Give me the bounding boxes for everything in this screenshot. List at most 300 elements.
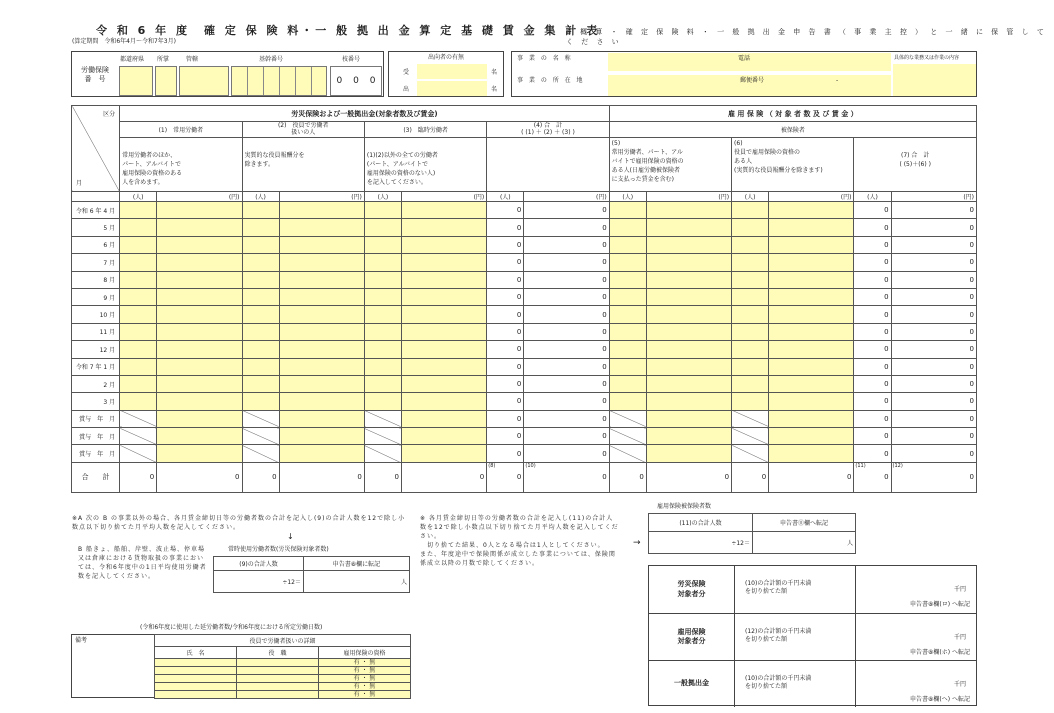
wage-input-cell[interactable]	[279, 236, 364, 253]
count-input-cell[interactable]	[242, 358, 279, 375]
unit-person: (人)	[120, 192, 157, 202]
wage-input-cell[interactable]	[157, 375, 242, 392]
total-cell: 0	[242, 462, 279, 492]
wage-input-cell[interactable]	[157, 254, 242, 271]
wage-input-cell[interactable]	[769, 306, 854, 323]
total-cell: 0	[609, 462, 646, 492]
sum-cell: 0	[854, 428, 891, 445]
rosai-header: 労災保険および一般拠出金(対象者数及び賃金)	[120, 106, 610, 122]
business-name-label: 事 業 の 名 称	[517, 55, 573, 62]
sum-cell: 0	[487, 428, 524, 445]
wage-input-cell[interactable]	[769, 375, 854, 392]
col2-header: (2) 役員で労働者 扱いの人	[242, 122, 364, 138]
sum-cell: 0	[854, 202, 891, 219]
count-input-cell[interactable]	[364, 219, 401, 236]
count-input-cell[interactable]	[242, 236, 279, 253]
work-content-label: 具体的な業務又は作業の内容	[894, 55, 960, 61]
wage-input-cell[interactable]	[157, 271, 242, 288]
count-input-cell[interactable]	[732, 341, 769, 358]
jurisdiction-field[interactable]	[155, 66, 177, 96]
count-input-cell[interactable]	[120, 219, 157, 236]
month-row	[72, 288, 977, 305]
count-input-cell[interactable]	[364, 341, 401, 358]
wage-input-cell[interactable]	[402, 306, 487, 323]
wage-input-cell[interactable]	[769, 202, 854, 219]
wage-input-cell[interactable]	[279, 288, 364, 305]
sum-label: 労災保険 対象者分	[649, 566, 735, 613]
count-input-cell[interactable]	[609, 375, 646, 392]
officer-eligibility-choice[interactable]: 有 ・ 無	[319, 659, 411, 667]
wage-input-cell[interactable]	[402, 202, 487, 219]
wage-input-cell[interactable]	[279, 202, 364, 219]
wage-input-cell[interactable]	[646, 428, 731, 445]
wage-input-cell[interactable]	[279, 358, 364, 375]
wage-input-cell[interactable]	[157, 393, 242, 410]
count-input-cell[interactable]	[242, 375, 279, 392]
wage-input-cell[interactable]	[402, 428, 487, 445]
wage-input-cell[interactable]	[402, 271, 487, 288]
count-input-cell[interactable]	[242, 323, 279, 340]
count-input-cell[interactable]	[120, 323, 157, 340]
wage-input-cell[interactable]	[157, 219, 242, 236]
wage-input-cell[interactable]	[157, 428, 242, 445]
wage-input-cell[interactable]	[279, 306, 364, 323]
count-input-cell[interactable]	[242, 341, 279, 358]
officer-name-field[interactable]	[155, 667, 237, 675]
count-input-cell[interactable]	[120, 236, 157, 253]
wage-input-cell[interactable]	[769, 236, 854, 253]
sum-cell: 0	[487, 410, 524, 427]
disabled-cell	[609, 428, 646, 445]
wage-input-cell[interactable]	[157, 341, 242, 358]
officer-row	[155, 659, 411, 667]
wage-input-cell[interactable]	[157, 306, 242, 323]
count-input-cell[interactable]	[120, 375, 157, 392]
count-input-cell[interactable]	[609, 358, 646, 375]
wage-input-cell[interactable]	[769, 219, 854, 236]
sum-cell: 0	[891, 445, 976, 462]
total-value: 0	[884, 473, 889, 482]
branch-number-field	[330, 66, 382, 96]
sum-cell: 0	[524, 428, 609, 445]
count-input-cell[interactable]	[732, 202, 769, 219]
disabled-cell	[732, 445, 769, 462]
count-input-cell[interactable]	[120, 341, 157, 358]
sum-cell: 0	[854, 288, 891, 305]
wage-input-cell[interactable]	[157, 323, 242, 340]
wage-input-cell[interactable]	[279, 445, 364, 462]
sum-cell: 0	[524, 219, 609, 236]
business-address-label: 事 業 の 所 在 地	[517, 77, 585, 84]
wage-input-cell[interactable]	[402, 236, 487, 253]
sum-amount-field[interactable]	[855, 614, 856, 660]
tag-12: (12)	[892, 462, 903, 469]
wage-input-cell[interactable]	[279, 341, 364, 358]
col-branch-number: 枝番号	[342, 56, 361, 63]
send-count-field[interactable]	[417, 81, 487, 96]
unit-person: (人)	[854, 192, 891, 202]
officer-name-field[interactable]	[155, 675, 237, 683]
koyo-div-cell	[649, 532, 753, 554]
wage-input-cell[interactable]	[157, 236, 242, 253]
count-input-cell[interactable]	[364, 254, 401, 271]
officer-row	[155, 691, 411, 699]
month-label: 賞与 年 月	[72, 410, 120, 427]
wage-input-cell[interactable]	[402, 445, 487, 462]
count-input-cell[interactable]	[732, 236, 769, 253]
base-number-field[interactable]	[231, 66, 327, 96]
count-input-cell[interactable]	[609, 393, 646, 410]
officer-eligibility-choice[interactable]: 有 ・ 無	[319, 683, 411, 691]
sum-cell: 0	[487, 393, 524, 410]
unit-yen: (円)	[769, 192, 854, 202]
wage-input-cell[interactable]	[769, 323, 854, 340]
sum-amount-field[interactable]	[855, 661, 856, 707]
officer-name-field[interactable]	[155, 659, 237, 667]
count-input-cell[interactable]	[609, 306, 646, 323]
count-input-cell[interactable]	[364, 288, 401, 305]
wage-input-cell[interactable]	[646, 254, 731, 271]
wage-input-cell[interactable]	[646, 445, 731, 462]
count-input-cell[interactable]	[120, 288, 157, 305]
sum-box	[648, 565, 977, 706]
wage-input-cell[interactable]	[646, 410, 731, 427]
wage-input-cell[interactable]	[646, 271, 731, 288]
sum-cell: 0	[524, 306, 609, 323]
sum-cell: 0	[891, 202, 976, 219]
sum-row	[649, 613, 976, 660]
count-input-cell[interactable]	[364, 393, 401, 410]
wage-input-cell[interactable]	[279, 254, 364, 271]
unit-person: (人)	[487, 192, 524, 202]
sum-cell: 0	[487, 288, 524, 305]
disabled-cell	[732, 410, 769, 427]
wage-input-cell[interactable]	[769, 410, 854, 427]
avg-target-label: 申告書⑧欄に転記	[304, 557, 410, 571]
wage-input-cell[interactable]	[279, 410, 364, 427]
month-row	[72, 323, 977, 340]
wage-input-cell[interactable]	[646, 393, 731, 410]
sum-description: (10)の合計額の千円未満 を切り捨てた額	[745, 580, 812, 595]
col1-header: (1) 常用労働者	[120, 122, 242, 138]
wage-input-cell[interactable]	[769, 358, 854, 375]
officer-name-field[interactable]	[155, 691, 237, 699]
business-box	[511, 51, 977, 97]
sum-unit: 千円	[953, 681, 966, 688]
wage-input-cell[interactable]	[646, 219, 731, 236]
count-input-cell[interactable]	[609, 288, 646, 305]
count-input-cell[interactable]	[242, 271, 279, 288]
sum-cell: 0	[854, 410, 891, 427]
wage-input-cell[interactable]	[646, 306, 731, 323]
count-input-cell[interactable]	[364, 202, 401, 219]
count-input-cell[interactable]	[732, 375, 769, 392]
count-input-cell[interactable]	[609, 341, 646, 358]
wage-input-cell[interactable]	[646, 323, 731, 340]
wage-input-cell[interactable]	[157, 288, 242, 305]
send-label: 出	[403, 86, 410, 93]
wage-input-cell[interactable]	[402, 341, 487, 358]
count-input-cell[interactable]	[732, 323, 769, 340]
officer-eligibility-choice[interactable]: 有 ・ 無	[319, 667, 411, 675]
disabled-cell	[609, 410, 646, 427]
count-input-cell[interactable]	[364, 271, 401, 288]
wage-input-cell[interactable]	[646, 341, 731, 358]
officer-eligibility-choice[interactable]: 有 ・ 無	[319, 691, 411, 699]
wage-input-cell[interactable]	[402, 323, 487, 340]
koyo-result-cell[interactable]	[753, 532, 856, 554]
wage-summary-table	[71, 105, 977, 493]
koyo-target-label: 申告書⑪欄へ転記	[753, 514, 856, 532]
sum-cell: 0	[891, 375, 976, 392]
count-input-cell[interactable]	[364, 236, 401, 253]
count-input-cell[interactable]	[609, 202, 646, 219]
count-input-cell[interactable]	[120, 271, 157, 288]
tag-10: (10)	[525, 462, 536, 469]
unit-blank	[72, 192, 120, 202]
wage-input-cell[interactable]	[402, 375, 487, 392]
sum-cell: 0	[891, 410, 976, 427]
count-input-cell[interactable]	[242, 254, 279, 271]
sum-cell: 0	[524, 236, 609, 253]
officer-col-position: 役 職	[237, 647, 319, 659]
sum-description: (12)の合計額の千円未満 を切り捨てた額	[745, 628, 812, 643]
count-input-cell[interactable]	[732, 306, 769, 323]
officer-col-name: 氏 名	[155, 647, 237, 659]
sum-cell: 0	[891, 323, 976, 340]
sum-cell: 0	[487, 306, 524, 323]
sum-cell: 0	[524, 358, 609, 375]
sum-cell: 0	[524, 323, 609, 340]
wage-input-cell[interactable]	[402, 254, 487, 271]
officer-position-field[interactable]	[237, 683, 319, 691]
wage-input-cell[interactable]	[402, 219, 487, 236]
postal-dash: -	[836, 77, 839, 84]
sum-unit: 千円	[953, 586, 966, 593]
total-cell-10	[524, 462, 609, 492]
sum-cell: 0	[524, 410, 609, 427]
wage-input-cell[interactable]	[646, 236, 731, 253]
wage-input-cell[interactable]	[769, 428, 854, 445]
sum-cell: 0	[854, 393, 891, 410]
total-cell: 0	[364, 462, 401, 492]
col-prefecture: 都道府県	[120, 56, 145, 63]
sum-target: 申告書⑧欄(ロ) へ転記	[910, 601, 970, 608]
officer-position-field[interactable]	[237, 667, 319, 675]
avg-div12: ÷12＝	[282, 579, 301, 586]
count-input-cell[interactable]	[120, 254, 157, 271]
phone-label: 電話	[738, 55, 751, 62]
col2-description: 実質的な役員報酬分を 除きます。	[242, 138, 364, 192]
sum-cell: 0	[487, 219, 524, 236]
wage-input-cell[interactable]	[769, 254, 854, 271]
month-row	[72, 271, 977, 288]
count-input-cell[interactable]	[242, 202, 279, 219]
prefecture-field[interactable]	[119, 66, 153, 96]
wage-input-cell[interactable]	[279, 393, 364, 410]
disabled-cell	[732, 428, 769, 445]
receive-count-field[interactable]	[417, 64, 487, 79]
count-input-cell[interactable]	[242, 306, 279, 323]
col3-header: (3) 臨時労働者	[364, 122, 486, 138]
count-input-cell[interactable]	[609, 323, 646, 340]
insured-header: 被保険者	[609, 122, 976, 138]
count-input-cell[interactable]	[732, 254, 769, 271]
sum-cell: 0	[524, 393, 609, 410]
sum-cell: 0	[891, 288, 976, 305]
month-label: 令和 7 年 1 月	[72, 358, 120, 375]
wage-input-cell[interactable]	[402, 410, 487, 427]
officer-row	[155, 675, 411, 683]
wage-input-cell[interactable]	[279, 271, 364, 288]
office-field[interactable]	[179, 66, 229, 96]
wage-input-cell[interactable]	[769, 393, 854, 410]
disabled-cell	[364, 445, 401, 462]
sum-cell: 0	[891, 393, 976, 410]
wage-input-cell[interactable]	[279, 219, 364, 236]
month-label: 10 月	[72, 306, 120, 323]
wage-input-cell[interactable]	[769, 445, 854, 462]
disabled-cell	[609, 445, 646, 462]
calc-period: (算定期間 令和6年4月〜令和7年3月)	[72, 38, 176, 45]
sum-cell: 0	[487, 236, 524, 253]
sum-cell: 0	[524, 288, 609, 305]
officer-col-eligibility: 雇用保険の資格	[319, 647, 411, 659]
count-input-cell[interactable]	[732, 288, 769, 305]
wage-input-cell[interactable]	[157, 202, 242, 219]
wage-input-cell[interactable]	[157, 445, 242, 462]
count-input-cell[interactable]	[242, 288, 279, 305]
count-input-cell[interactable]	[364, 323, 401, 340]
wage-input-cell[interactable]	[769, 341, 854, 358]
wage-input-cell[interactable]	[157, 410, 242, 427]
count-input-cell[interactable]	[609, 236, 646, 253]
secondment-box	[388, 51, 504, 97]
avg-worker-table	[213, 556, 410, 593]
wage-input-cell[interactable]	[646, 288, 731, 305]
count-input-cell[interactable]	[609, 271, 646, 288]
sum-cell: 0	[524, 375, 609, 392]
total-cell: 0	[646, 462, 731, 492]
count-input-cell[interactable]	[120, 202, 157, 219]
total-value: 0	[602, 473, 607, 482]
note-a: ※A 次の B の事業以外の場合、各月賃金締切日等の労働者数の合計を記入し(9)の合計人数を12で除し小数点以下切り捨てた月平均人数を記入してください。	[72, 515, 406, 531]
remarks-caption: (令和6年度に使用した延労働者数/令和6年度における所定労働日数)	[140, 624, 323, 631]
officer-position-field[interactable]	[237, 675, 319, 683]
count-input-cell[interactable]	[732, 358, 769, 375]
officer-position-field[interactable]	[237, 691, 319, 699]
sum-cell: 0	[891, 358, 976, 375]
month-label: 9 月	[72, 288, 120, 305]
wage-input-cell[interactable]	[646, 358, 731, 375]
branch-digit: 0	[353, 76, 359, 86]
koyo-div12: ÷12＝	[731, 540, 750, 547]
col-office: 管轄	[186, 56, 199, 63]
count-input-cell[interactable]	[242, 219, 279, 236]
koyo-total-label: (11)の合計人数	[649, 514, 753, 532]
wage-input-cell[interactable]	[769, 288, 854, 305]
wage-input-cell[interactable]	[279, 428, 364, 445]
sum-amount-field[interactable]	[855, 566, 856, 613]
secondment-label: 出向者の有無	[427, 54, 464, 61]
officer-detail-table	[154, 634, 411, 699]
col3-description: (1)(2)以外の全ての労働者 (パート、アルバイトで 雇用保険の資格のない人) を記入してください。	[364, 138, 486, 192]
wage-input-cell[interactable]	[402, 358, 487, 375]
month-row	[72, 236, 977, 253]
month-label: 6 月	[72, 236, 120, 253]
wage-input-cell[interactable]	[769, 271, 854, 288]
sum-cell: 0	[891, 236, 976, 253]
remarks-label: 備考	[75, 637, 88, 644]
count-input-cell[interactable]	[120, 306, 157, 323]
count-input-cell[interactable]	[732, 219, 769, 236]
month-label: 3 月	[72, 393, 120, 410]
officer-eligibility-choice[interactable]: 有 ・ 無	[319, 675, 411, 683]
sum-cell: 0	[891, 428, 976, 445]
officer-position-field[interactable]	[237, 659, 319, 667]
tag-11: (11)	[855, 462, 866, 469]
total-cell: 0	[279, 462, 364, 492]
arrow-right-icon: →	[633, 538, 641, 548]
count-input-cell[interactable]	[609, 254, 646, 271]
unit-yen: (円)	[891, 192, 976, 202]
branch-digit: 0	[336, 76, 343, 86]
disabled-cell	[120, 445, 157, 462]
count-input-cell[interactable]	[364, 358, 401, 375]
month-label: 7 月	[72, 254, 120, 271]
count-input-cell[interactable]	[242, 393, 279, 410]
avg-total-label: (9)の合計人数	[214, 557, 304, 571]
count-input-cell[interactable]	[732, 393, 769, 410]
col5-description: (5) 常用労働者、パート、アル バイトで雇用保険の資格の ある人(日雇労働被保険者 に支払った賃金を含む)	[609, 138, 731, 192]
wage-input-cell[interactable]	[279, 323, 364, 340]
wage-input-cell[interactable]	[402, 288, 487, 305]
col4-description	[487, 138, 609, 192]
total-cell-8	[487, 462, 524, 492]
work-content-field[interactable]	[893, 64, 976, 96]
sum-cell: 0	[487, 375, 524, 392]
month-label: 賞与 年 月	[72, 428, 120, 445]
avg-result-cell[interactable]	[304, 571, 410, 593]
month-label: 5 月	[72, 219, 120, 236]
sum-cell: 0	[854, 254, 891, 271]
month-label: 令和 6 年 4 月	[72, 202, 120, 219]
total-value: 0	[516, 473, 522, 482]
wage-input-cell[interactable]	[157, 358, 242, 375]
sum-cell: 0	[524, 254, 609, 271]
disabled-cell	[242, 428, 279, 445]
count-input-cell[interactable]	[364, 306, 401, 323]
koyo-person-unit: 人	[846, 540, 853, 547]
sum-cell: 0	[854, 236, 891, 253]
wage-input-cell[interactable]	[646, 375, 731, 392]
remarks-field[interactable]	[72, 645, 154, 697]
wage-input-cell[interactable]	[402, 393, 487, 410]
note-middle: ※ 各月賃金締切日等の労働者数の合計を記入し(11)の合計人数を12で除し小数点以下切り捨てた月平均人数を記入してください。 切り捨てた結果、0人となる場合は1人としてください。 また、年度途中で保険関係が成立した事業については、保険関係成立以降の月数で除してください。	[420, 515, 619, 567]
sum-cell: 0	[524, 341, 609, 358]
col7-description: (7) 合 計 ( (5)＋(6) )	[854, 138, 977, 192]
count-input-cell[interactable]	[120, 393, 157, 410]
count-input-cell[interactable]	[732, 271, 769, 288]
officer-name-field[interactable]	[155, 683, 237, 691]
count-input-cell[interactable]	[609, 219, 646, 236]
count-input-cell[interactable]	[120, 358, 157, 375]
sum-cell: 0	[487, 202, 524, 219]
wage-input-cell[interactable]	[279, 375, 364, 392]
page-title: 令 和 6 年 度 確 定 保 険 料・一 般 拠 出 金 算 定 基 礎 賃 金 集 計 表	[96, 24, 601, 37]
count-input-cell[interactable]	[364, 375, 401, 392]
wage-input-cell[interactable]	[646, 202, 731, 219]
